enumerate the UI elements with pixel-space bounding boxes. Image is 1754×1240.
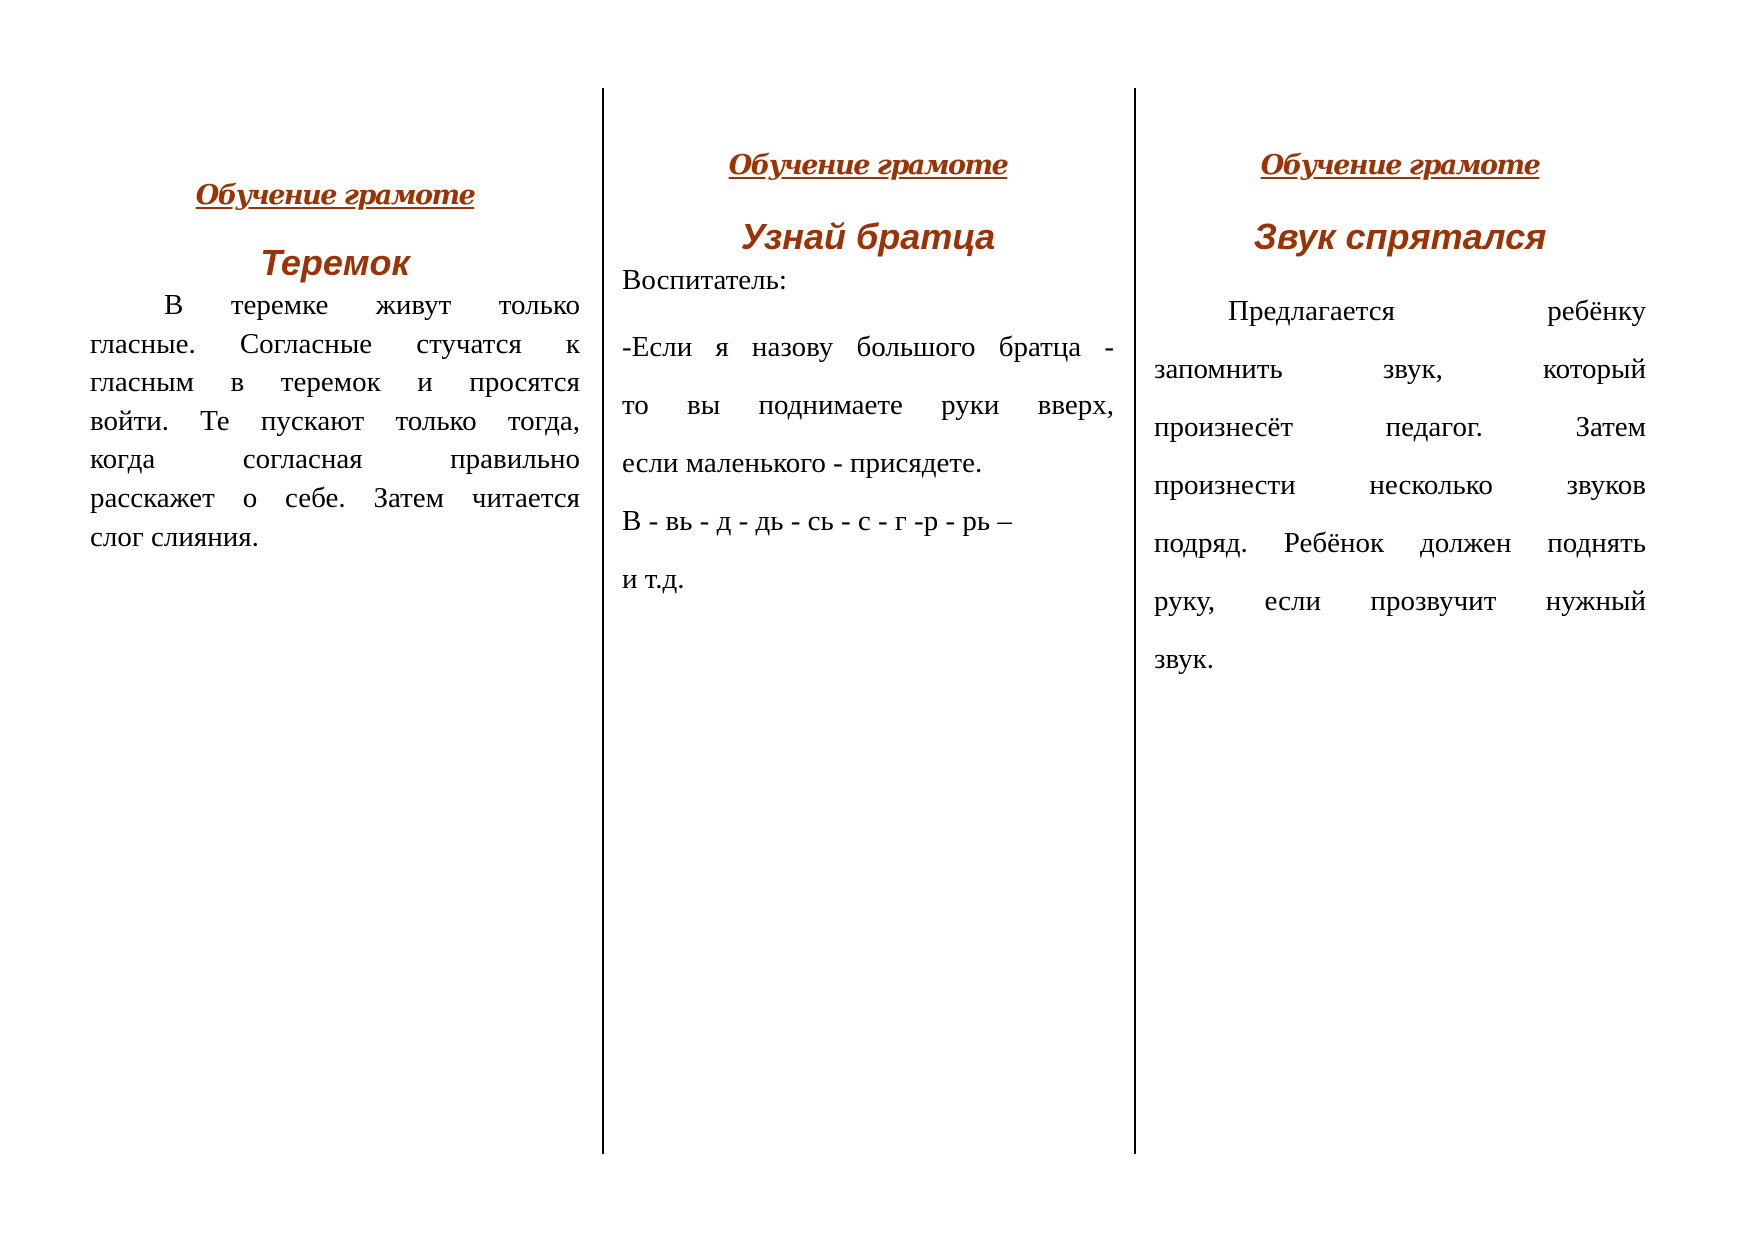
description-line: то вы поднимаете руки вверх, — [622, 389, 1114, 421]
column-zvuk-spryatalsya — [1154, 146, 1646, 688]
game-title: Узнай братца — [740, 216, 996, 257]
description-line: произнесёт педагог. Затем — [1154, 411, 1646, 443]
subject-heading: Обучение грамоте — [195, 180, 475, 211]
sound-sequence: В - вь - д - дь - сь - с - г -р - рь – — [622, 505, 1012, 537]
description-line: руку, если прозвучит нужный — [1154, 585, 1646, 617]
column-divider-left — [602, 88, 604, 1154]
game-title: Теремок — [260, 242, 410, 283]
speaker-label: Воспитатель: — [622, 264, 787, 296]
description-line: запомнить звук, который — [1154, 353, 1646, 385]
game-description — [90, 286, 580, 556]
game-description — [1154, 282, 1646, 688]
game-description — [622, 260, 1114, 608]
description-line: -Если я назову большого братца - — [622, 331, 1114, 363]
description-line: когда согласная правильно — [90, 443, 580, 476]
description-line: слог слияния. — [90, 520, 259, 553]
description-line: В теремке живут только — [164, 289, 580, 321]
column-divider-right — [1134, 88, 1136, 1154]
subject-heading: Обучение грамоте — [728, 150, 1008, 181]
description-line: звук. — [1154, 643, 1214, 675]
column-teremok — [90, 176, 580, 556]
description-line: подряд. Ребёнок должен поднять — [1154, 527, 1646, 559]
game-title: Звук спрятался — [1253, 216, 1547, 257]
description-line: гласным в теремок и просятся — [90, 366, 580, 399]
description-line: Предлагается ребёнку — [1228, 295, 1646, 327]
description-line: если маленького - присядете. — [622, 447, 983, 479]
column-uznai-bratca — [622, 146, 1114, 608]
description-line: войти. Те пускают только тогда, — [90, 404, 580, 437]
description-line: произнести несколько звуков — [1154, 469, 1646, 501]
subject-heading: Обучение грамоте — [1260, 150, 1540, 181]
description-line: гласные. Согласные стучатся к — [90, 327, 580, 360]
description-line: расскажет о себе. Затем читается — [90, 481, 580, 514]
description-line: и т.д. — [622, 563, 685, 595]
